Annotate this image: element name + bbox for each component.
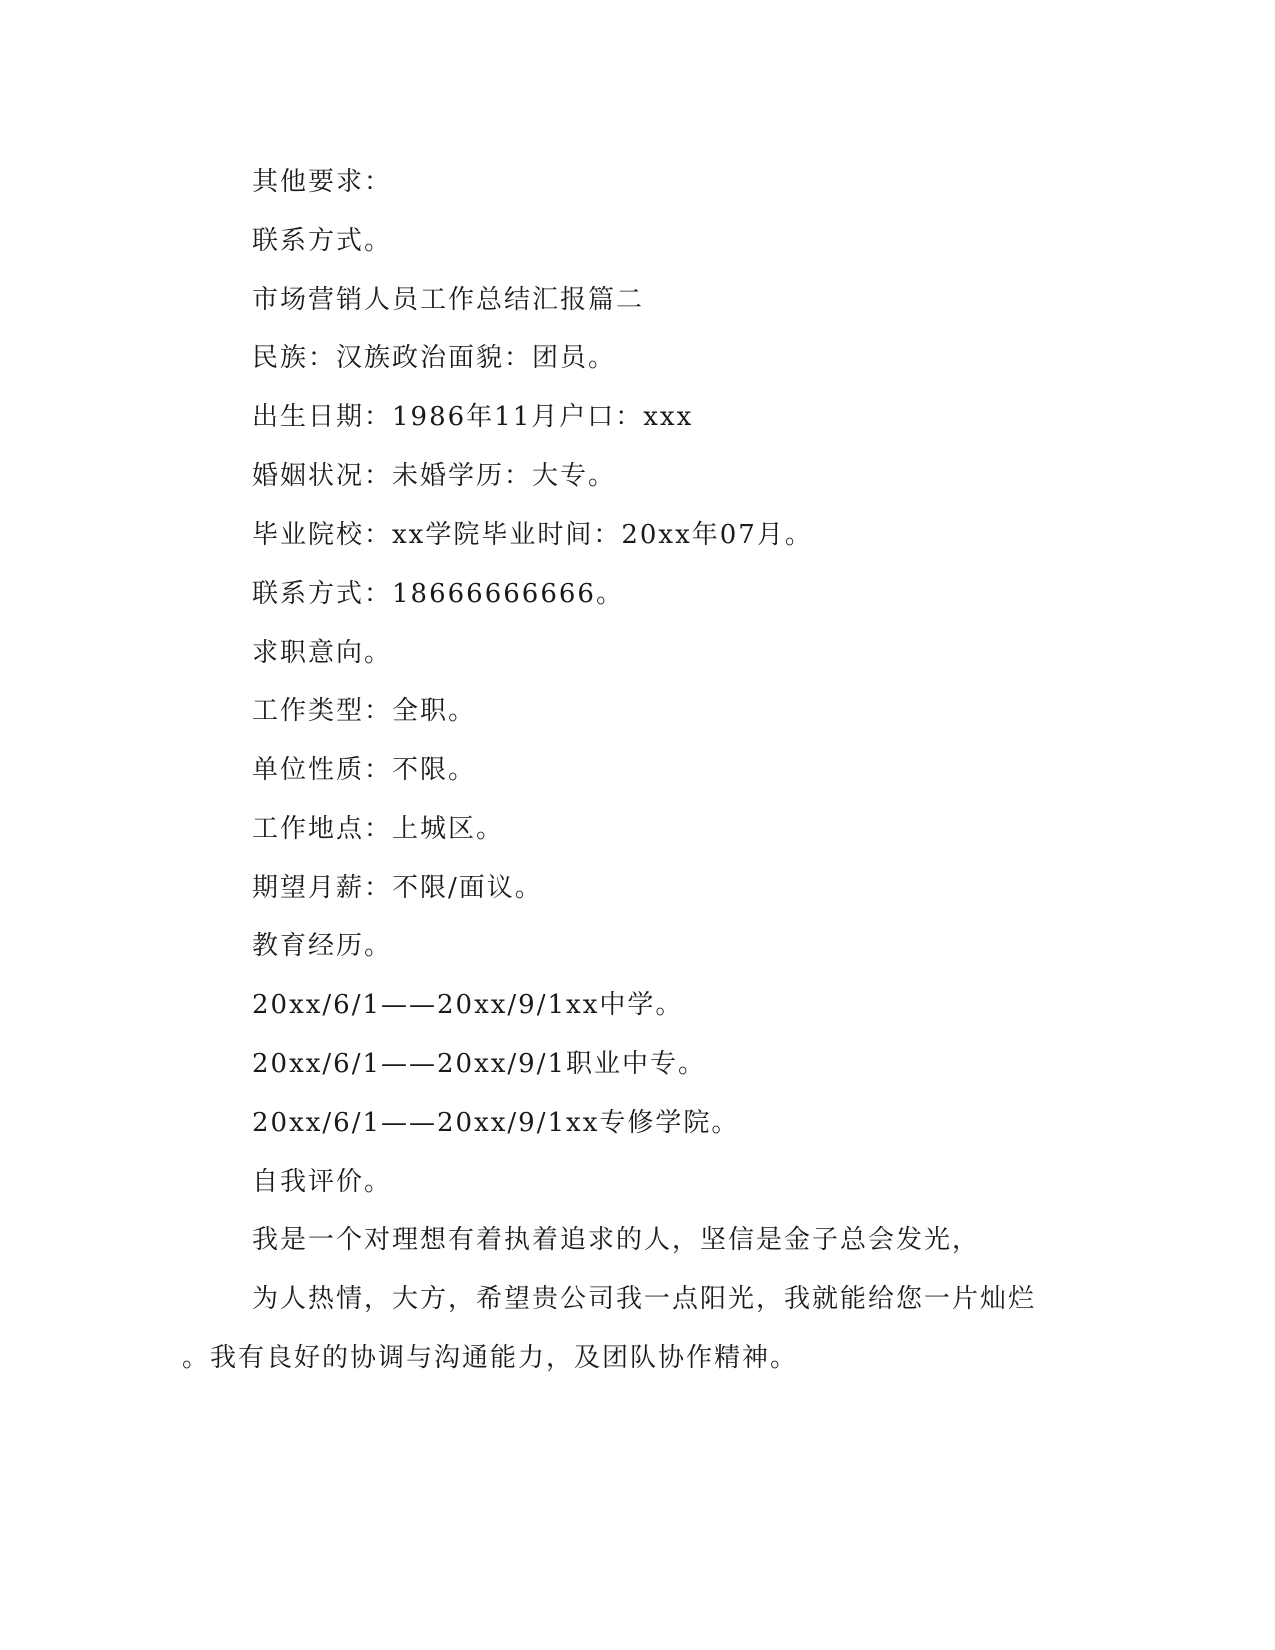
text-line: 教育经历。 [252, 931, 393, 961]
text-line: 为人热情，大方，希望贵公司我一点阳光，我就能给您一片灿烂 [252, 1284, 1037, 1314]
text-line: 联系方式。 [252, 226, 393, 256]
text-line-continuation: 。我有良好的协调与沟通能力，及团队协作精神。 [182, 1343, 799, 1373]
section-heading: 市场营销人员工作总结汇报篇二 [252, 285, 645, 315]
text-line: 我是一个对理想有着执着追求的人，坚信是金子总会发光， [252, 1225, 981, 1255]
text-line: 其他要求： [252, 167, 393, 197]
text-line: 20xx/6/1——20xx/9/1职业中专。 [252, 1049, 707, 1079]
text-line: 联系方式：18666666666。 [252, 579, 624, 609]
text-line: 婚姻状况：未婚学历：大专。 [252, 461, 617, 491]
text-line: 20xx/6/1——20xx/9/1xx专修学院。 [252, 1108, 740, 1138]
text-line: 出生日期：1986年11月户口：xxx [252, 402, 694, 432]
text-line: 期望月薪：不限/面议。 [252, 873, 543, 903]
text-line: 20xx/6/1——20xx/9/1xx中学。 [252, 990, 684, 1020]
text-line: 单位性质：不限。 [252, 755, 477, 785]
text-line: 毕业院校：xx学院毕业时间：20xx年07月。 [252, 520, 813, 550]
text-line: 自我评价。 [252, 1167, 393, 1197]
text-line: 求职意向。 [252, 638, 393, 668]
text-line: 民族：汉族政治面貌：团员。 [252, 343, 617, 373]
text-line: 工作类型：全职。 [252, 696, 477, 726]
text-line: 工作地点：上城区。 [252, 814, 505, 844]
